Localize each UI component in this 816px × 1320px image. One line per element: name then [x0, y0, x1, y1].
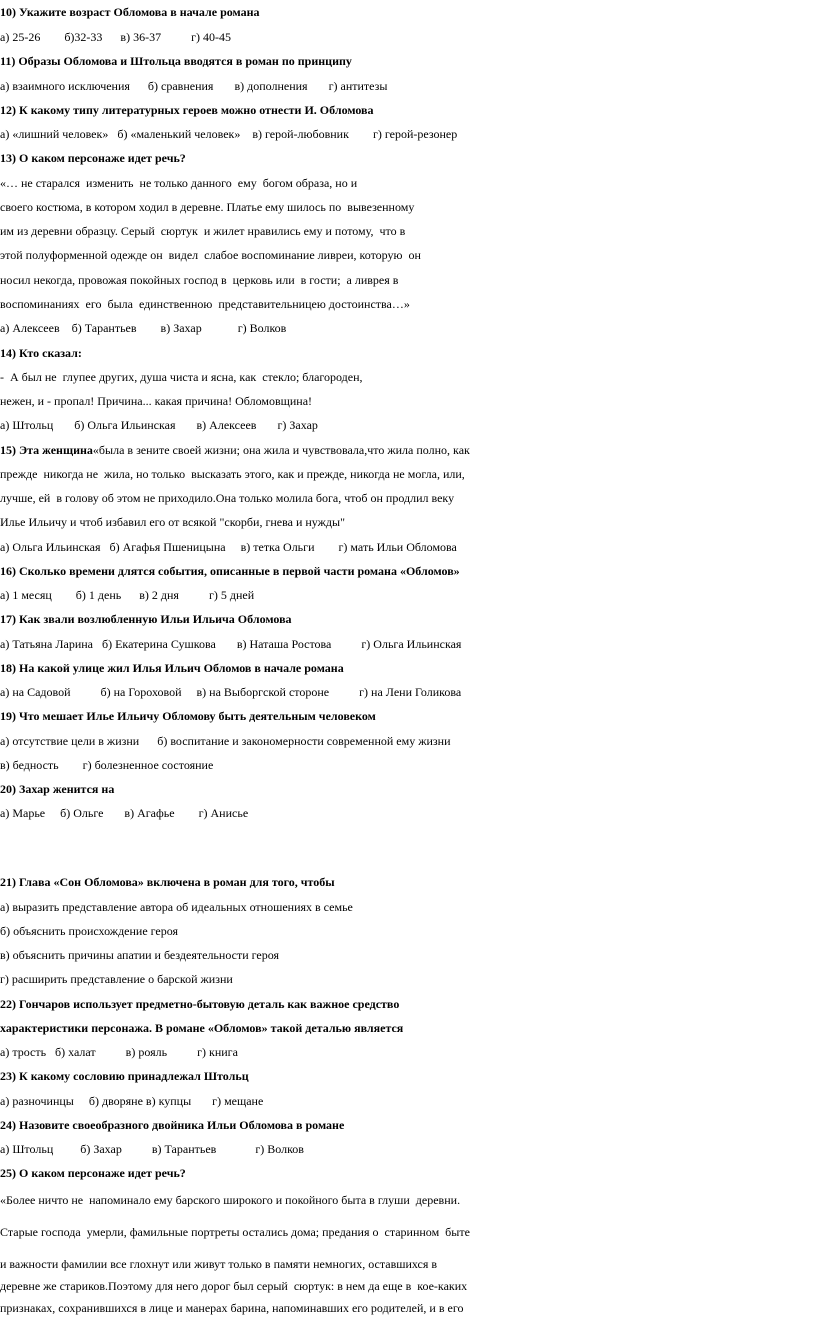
question-10-title: 10) Укажите возраст Обломова в начале романа	[0, 5, 260, 19]
question-13-title: 13) О каком персонаже идет речь?	[0, 151, 186, 165]
question-13-quote-line: этой полуформенной одежде он видел слабое воспоминание ливреи, которую он	[0, 248, 421, 262]
question-15-quote-line: лучше, ей в голову об этом не приходило.Она только молила бога, чтоб он продлил веку	[0, 491, 455, 505]
question-22-title: 22) Гончаров использует предметно-бытовую деталь как важное средство	[0, 997, 400, 1011]
question-17-title: 17) Как звали возлюбленную Ильи Ильича Обломова	[0, 612, 292, 626]
question-15-quote-line: Илье Ильичу и чтоб избавил его от всякой "скорби, гнева и нужды"	[0, 515, 345, 529]
question-21-option: г) расширить представление о барской жизни	[0, 972, 233, 986]
question-21-option: в) объяснить причины апатии и бездеятельности героя	[0, 948, 279, 962]
question-18-title: 18) На какой улице жил Илья Ильич Обломов в начале романа	[0, 661, 344, 675]
question-13-quote-line: им из деревни образцу. Серый сюртук и жилет нравились ему и потому, что в	[0, 224, 406, 238]
question-21-option: а) выразить представление автора об идеальных отношениях в семье	[0, 900, 353, 914]
question-22-options: а) трость б) халат в) рояль г) книга	[0, 1045, 238, 1059]
question-15-label: 15) Эта женщина	[0, 443, 93, 457]
question-25-title: 25) О каком персонаже идет речь?	[0, 1166, 186, 1180]
question-15-options: а) Ольга Ильинская б) Агафья Пшеницына в) тетка Ольги г) мать Ильи Обломова	[0, 540, 457, 554]
question-19-options: в) бедность г) болезненное состояние	[0, 758, 214, 772]
question-14-quote-line: - А был не глупее других, душа чиста и ясна, как стекло; благороден,	[0, 370, 363, 384]
question-25-quote-line: «Более ничто не напоминало ему барского широкого и покойного быта в глуши деревни.	[0, 1193, 461, 1207]
question-18-options: а) на Садовой б) на Гороховой в) на Выборгской стороне г) на Лени Голикова	[0, 685, 462, 699]
question-13-quote-line: воспоминаниях его была единственною представительницею достоинства…»	[0, 297, 410, 311]
question-25-quote-line: и важности фамилии все глохнут или живут только в памяти немногих, оставшихся в	[0, 1257, 438, 1271]
question-25-quote-line: признаках, сохранившихся в лице и манерах барина, напоминавших его родителей, и в его	[0, 1301, 464, 1315]
question-14-options: а) Штольц б) Ольга Ильинская в) Алексеев г) Захар	[0, 418, 318, 432]
question-20-title: 20) Захар женится на	[0, 782, 115, 796]
question-21-title: 21) Глава «Сон Обломова» включена в роман для того, чтобы	[0, 875, 335, 889]
question-25-quote-line: Старые господа умерли, фамильные портреты остались дома; предания о старинном быте	[0, 1225, 470, 1239]
question-12-options: а) «лишний человек» б) «маленький человек» в) герой-любовник г) герой-резонер	[0, 127, 458, 141]
question-13-options: а) Алексеев б) Тарантьев в) Захар г) Волков	[0, 321, 287, 335]
question-25-quote-line: деревне же стариков.Поэтому для него дорог был серый сюртук: в нем да еще в кое-каких	[0, 1279, 468, 1293]
question-13-quote-line: носил некогда, провожая покойных господ в церковь или в гости; а ливрея в	[0, 273, 399, 287]
question-13-quote-line: «… не старался изменить не только данного ему богом образа, но и	[0, 176, 358, 190]
question-15-quote-line: прежде никогда не жила, но только высказать этого, как и прежде, никогда не могла, или,	[0, 467, 465, 481]
question-15-quote-start: «была в зените своей жизни; она жила и чувствовала,что жила полно, как	[92, 443, 470, 457]
question-11-options: а) взаимного исключения б) сравнения в) дополнения г) антитезы	[0, 79, 388, 93]
question-15-first-line	[0, 438, 816, 462]
question-24-title: 24) Назовите своеобразного двойника Ильи Обломова в романе	[0, 1118, 345, 1132]
question-17-options: а) Татьяна Ларина б) Екатерина Сушкова в) Наташа Ростова г) Ольга Ильинская	[0, 637, 462, 651]
question-14-title: 14) Кто сказал:	[0, 346, 82, 360]
question-13-quote-line: своего костюма, в котором ходил в деревне. Платье ему шилось по вывезенному	[0, 200, 415, 214]
question-11-title: 11) Образы Обломова и Штольца вводятся в роман по принципу	[0, 54, 352, 68]
question-21-option: б) объяснить происхождение героя	[0, 924, 179, 938]
question-10-options: а) 25-26 б)32-33 в) 36-37 г) 40-45	[0, 30, 231, 44]
question-23-title: 23) К какому сословию принадлежал Штольц	[0, 1069, 249, 1083]
question-20-options: а) Марье б) Ольге в) Агафье г) Анисье	[0, 806, 249, 820]
question-12-title: 12) К какому типу литературных героев можно отнести И. Обломова	[0, 103, 374, 117]
question-14-quote-line: нежен, и - пропал! Причина... какая причина! Обломовщина!	[0, 394, 313, 408]
question-16-options: а) 1 месяц б) 1 день в) 2 дня г) 5 дней	[0, 588, 255, 602]
question-24-options: а) Штольц б) Захар в) Тарантьев г) Волков	[0, 1142, 304, 1156]
question-16-title: 16) Сколько времени длятся события, описанные в первой части романа «Обломов»	[0, 564, 460, 578]
question-22-title: характеристики персонажа. В романе «Обломов» такой деталью является	[0, 1021, 404, 1035]
question-23-options: а) разночинцы б) дворяне в) купцы г) мещане	[0, 1094, 264, 1108]
question-19-title: 19) Что мешает Илье Ильичу Обломову быть деятельным человеком	[0, 709, 376, 723]
question-19-options: а) отсутствие цели в жизни б) воспитание и закономерности современной ему жизни	[0, 734, 451, 748]
